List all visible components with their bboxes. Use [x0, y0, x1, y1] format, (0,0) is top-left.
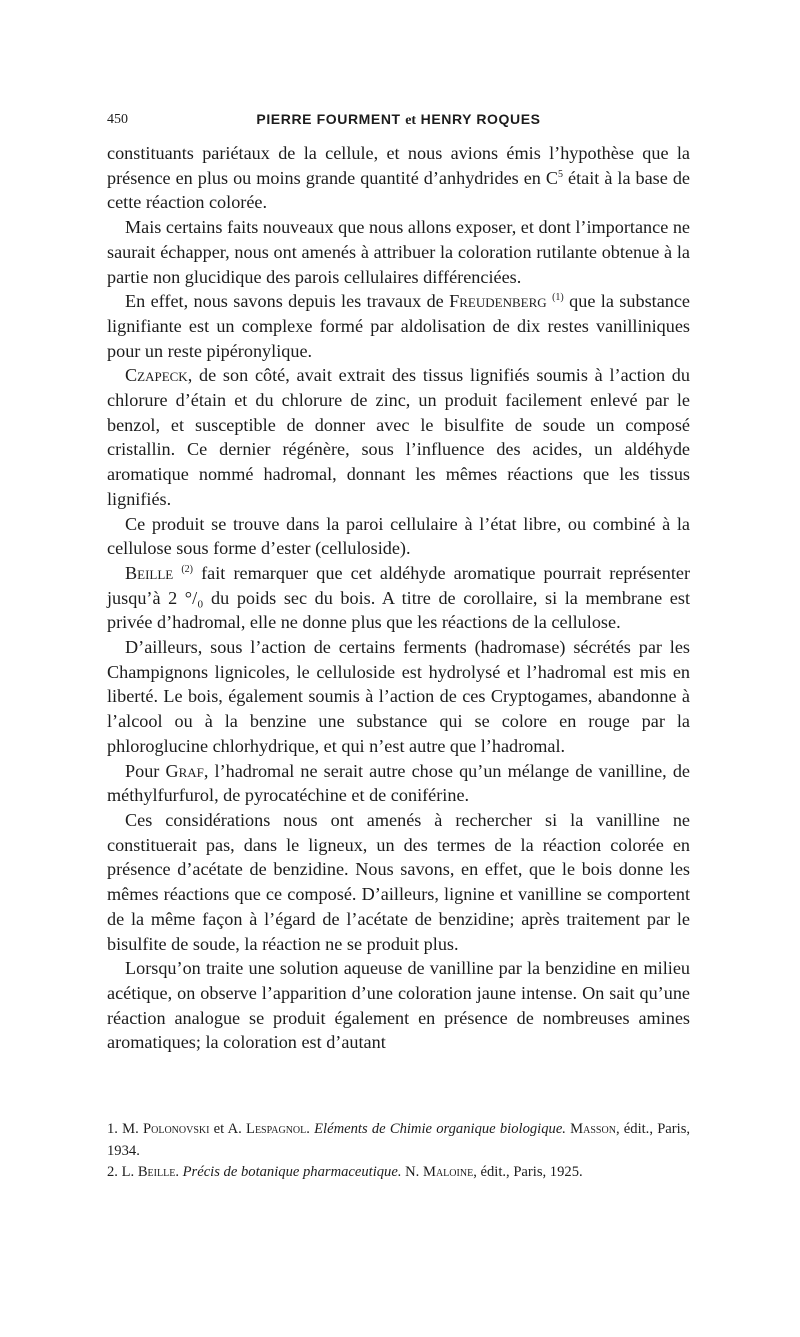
- running-header: [107, 108, 690, 132]
- superscript: 5: [558, 168, 564, 180]
- author-roques: HENRY ROQUES: [420, 111, 541, 127]
- paragraph-2: Mais certains faits nouveaux que nous allons exposer, et dont l’importance ne saurait échapper, nous ont amenés à attribuer la coloration rutilante obtenue à la partie non glucidique des parois cellulaires différenciées.: [107, 217, 690, 287]
- paragraph-1: constituants pariétaux de la cellule, et nous avions émis l’hypothèse que la présence en plus ou moins grande quantité d’anhydrides en $C^5$ était à la base de cette réaction colorée.: [107, 143, 690, 213]
- author-name: Beille: [125, 562, 174, 583]
- paragraph-9: Ces considérations nous ont amenés à rechercher si la vanilline ne constituerait pas, dans le ligneux, un des termes de la réaction colorée en présence d’acétate de benzidine. Nous savons, en effet, que le bois donne les mêmes réactions que ce composé. D’ailleurs, lignine et vanilline se comportent de la même façon à l’égard de l’acétate de benzidine; après traitement par le bisulfite de soude, la réaction ne se produit plus.: [107, 809, 690, 954]
- footnote-ref-2: (2): [181, 563, 194, 575]
- page-number: 450: [107, 112, 128, 127]
- book-title: Précis de botanique pharmaceutique.: [182, 1164, 402, 1180]
- author-name: Freudenberg: [449, 291, 547, 312]
- author-conjunction: et: [405, 113, 417, 128]
- paragraph-3: En effet, nous savons depuis les travaux de Freudenberg $^{(1)}$ que la substance lignifiante est un complexe formé par aldolisation de dix restes vanilliniques pour un reste pipéronylique.: [107, 291, 691, 361]
- running-title: [107, 111, 690, 129]
- author-fourment: PIERRE FOURMENT: [256, 111, 401, 127]
- author-name: Graf: [165, 760, 204, 781]
- footnote-1: 1. M. Polonovski et A. Lespagnol. Eléments de Chimie organique biologique. Masson, édit., Paris, 1934.: [107, 1121, 691, 1159]
- footnote-2: 2. L. Beille. Précis de botanique pharmaceutique. N. Maloine, édit., Paris, 1925.: [107, 1164, 583, 1180]
- paragraph-10: Lorsqu’on traite une solution aqueuse de vanilline par la benzidine en milieu acétique, on observe l’apparition d’une coloration jaune intense. On sait qu’une réaction analogue se produit également en présence de nombreuses amines aromatiques; la coloration est d’autant: [107, 958, 690, 1053]
- book-title: Eléments de Chimie organique biologique.: [314, 1121, 566, 1137]
- paragraph-7: D’ailleurs, sous l’action de certains ferments (hadromase) sécrétés par les Champignons lignicoles, le celluloside est hydrolysé et l’hadromal est mis en liberté. Le bois, également soumis à l’action de ces Cryptogames, abandonne à l’alcool ou à la benzine une substance qui se colore en rouge par la phloroglucine chlorhydrique, et qui n’est autre que l’hadromal.: [107, 637, 690, 756]
- author-name: Czapeck: [125, 365, 188, 386]
- paragraph-6: Beille $^{(2)}$ fait remarquer que cet aldéhyde aromatique pourrait représenter jusqu’à 2 °/₀ du poids sec du bois. A titre de corollaire, si la membrane est privée d’hadromal, elle ne donne plus que les réactions de la cellulose.: [107, 562, 690, 633]
- paragraph-5: Ce produit se trouve dans la paroi cellulaire à l’état libre, ou combiné à la cellulose sous forme d’ester (celluloside).: [107, 513, 690, 559]
- paragraph-8: Pour Graf, l’hadromal ne serait autre chose qu’un mélange de vanilline, de méthylfurfurol, de pyrocatéchine et de coniférine.: [107, 760, 690, 806]
- main-text: [107, 141, 690, 1055]
- footnote-ref-1: (1): [552, 292, 564, 304]
- paragraph-4: Czapeck, de son côté, avait extrait des tissus lignifiés soumis à l’action du chlorure d’étain et du chlorure de zinc, un produit facilement enlevé par le benzol, et susceptible de donner avec le bisulfite de soude un composé cristallin. Ce dernier régénère, sous l’influence des acides, un aldéhyde aromatique nommé hadromal, donnant les mêmes réactions que les tissus lignifiés.: [107, 365, 690, 509]
- footnotes: [107, 1119, 690, 1184]
